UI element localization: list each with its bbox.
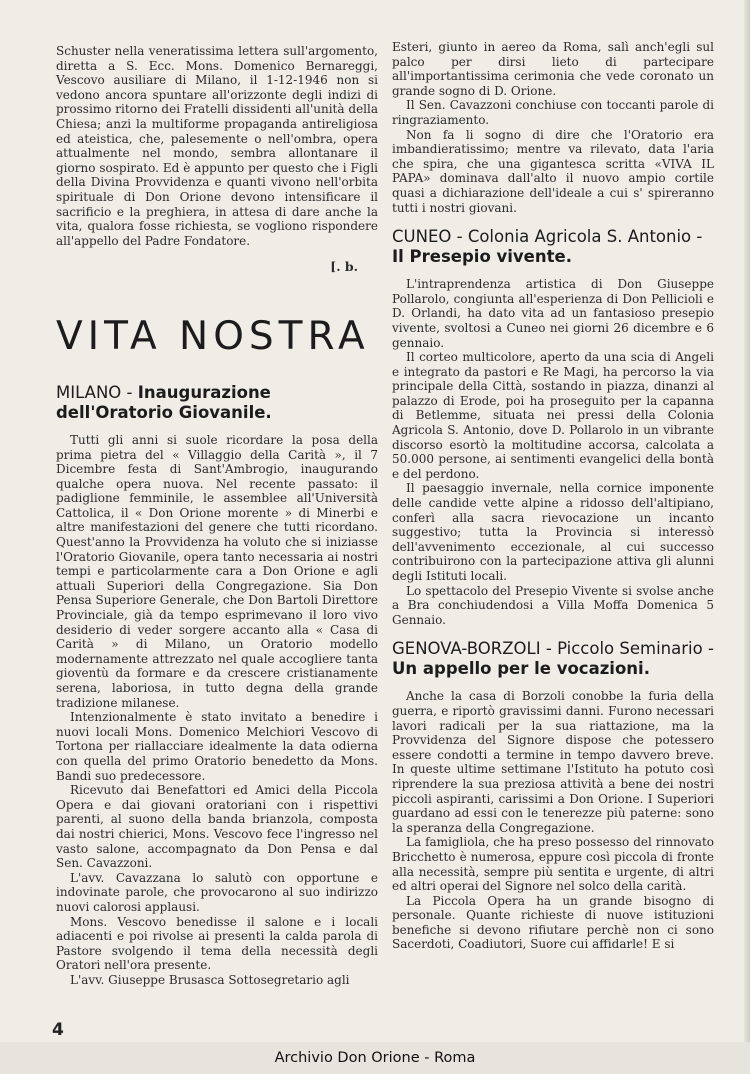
milano-title: Inaugurazione dell'Oratorio Giovanile. [56, 382, 272, 422]
cuneo-paragraph: Lo spettacolo del Presepio Vivente si svolse anche a Bra conchiudendosi a Villa Moffa Domenica 5 Gennaio. [392, 583, 714, 627]
archive-footer [0, 1042, 750, 1074]
cuneo-subtitle: Colonia Agricola S. Antonio - [467, 227, 703, 247]
milano-continued-paragraph: Non fa li sogno di dire che l'Oratorio era imbandieratissimo; mentre va rilevato, data l'aria che spira, che una gigantesca scritta «VIVA IL PAPA» dominava dall'alto il nuovo ampio cortile quasi a dichiarazione dell'ideale a cui s' spireranno tutti i nostri giovani. [392, 127, 714, 215]
milano-continued-paragraph: Il Sen. Cavazzoni conchiuse con toccanti parole di ringraziamento. [392, 98, 714, 127]
milano-place: MILANO - [56, 382, 133, 402]
section-title: VITA NOSTRA [56, 313, 370, 359]
genova-headline [392, 639, 714, 679]
cuneo-paragraph: Il corteo multicolore, aperto da una scia di Angeli e integrato da pastori e Re Magi, ha percorso la via principale della Città, sostando in piazza, dinanzi al palazzo di Erode, poi ha proseguito per la capanna di Betlemme, situata nei pressi della Colonia Agricola S. Antonio, dove D. Pollarolo in un vibrante discorso esortò la moltitudine accorsa, calcolata a 50.000 persone, ai sentimenti evangelici della bontà e del perdono. [392, 350, 714, 481]
genova-paragraph: Anche la casa di Borzoli conobbe la furia della guerra, e riportò gravissimi danni. Furono necessari lavori radicali per la sua riattazione, ma la Provvidenza del Signore dispose che potessero essere condotti a termine in tempo davvero breve. In queste ultime settimane l'Istituto ha potuto così riprendere la sua preziosa attività a bene dei nostri piccoli aspiranti, carissimi a Don Orione. I Superiori guardano ad essi con le tenerezze più paterne: sono la speranza della Congregazione. [392, 689, 714, 835]
milano-continued-paragraph: Esteri, giunto in aereo da Roma, salì anch'egli sul palco per dirsi lieto di partecipare all'importantissima cerimonia che vede coronato un grande sogno di D. Orione. [392, 40, 714, 98]
archive-label: Archivio Don Orione - Roma [274, 1050, 476, 1066]
left-column [56, 44, 378, 987]
page-number: 4 [52, 1020, 64, 1040]
genova-paragraph: La Piccola Opera ha un grande bisogno di personale. Quante richieste di nuove istituzioni benefiche si devono rifiutare perchè non ci sono Sacerdoti, Coadiutori, Suore cui affidarle! E si [392, 893, 714, 952]
cuneo-headline [392, 227, 714, 267]
page-edge [744, 0, 750, 1074]
genova-paragraph: La famigliola, che ha preso possesso del rinnovato Bricchetto è numerosa, eppure così piccola di fronte alla necessità, sempre più sentita e urgente, di altri ed altri operai del Signore nel solco della carità. [392, 835, 714, 894]
cuneo-title: Il Presepio vivente. [392, 247, 572, 267]
cuneo-paragraph: L'intraprendenza artistica di Don Giuseppe Pollarolo, congiunta all'esperienza di Don Pellicioli e D. Orlandi, ha dato vita ad un fantasioso presepio vivente, svoltosi a Cuneo nei giorni 26 dicembre e 6 gennaio. [392, 277, 714, 350]
genova-title: Un appello per le vocazioni. [392, 659, 650, 679]
milano-paragraph: Intenzionalmente è stato invitato a benedire i nuovi locali Mons. Domenico Melchiori Vescovo di Tortona per riallacciare idealmente la data odierna con quella del primo Oratorio benedetto da Mons. Bandi suo predecessore. [56, 710, 378, 783]
milano-paragraph: Tutti gli anni si suole ricordare la posa della prima pietra del « Villaggio della Carità », il 7 Dicembre festa di Sant'Ambrogio, inaugurando qualche opera nuova. Nel recente passato: il padiglione femminile, le assemblee all'Università Cattolica, il « Don Orione morente » di Minerbi e altre manifestazioni del genere che tutti ricordano. Quest'anno la Provvidenza ha voluto che si iniziasse l'Oratorio Giovanile, opera tanto necessaria ai nostri tempi e particolarmente cara a Don Orione e agli attuali Superiori della Congregazione. Sia Don Pensa Superiore Generale, che Don Bartoli Direttore Provinciale, già da tempo esprimevano il loro vivo desiderio di veder sorgere accanto alla « Casa di Carità » di Milano, un Oratorio modello modernamente attrezzato nel quale accogliere tanta gioventù da formare e da crescere cristianamente serena, laboriosa, in tutto degna della grande tradizione milanese. [56, 432, 378, 710]
continuation-paragraph: Schuster nella veneratissima lettera sull'argomento, diretta a S. Ecc. Mons. Domenico Bernareggi, Vescovo ausiliare di Milano, il 1-12-1946 non si vedono ancora spuntare all'orizzonte degli indizi di prossimo ritorno dei Fratelli dissidenti all'unità della Chiesa; anzi la multiforme propaganda antireligiosa ed ateistica, che, palesemente o nell'ombra, opera attualmente nel mondo, sembra allontanare il giorno sospirato. Ed è appunto per questo che i Figli della Divina Provvidenza e quanti vivono nell'orbita spirituale di Don Orione devono intensificare il sacrificio e la preghiera, in attesa di dare anche la vita, qualora fosse richiesta, se vogliono rispondere all'appello del Padre Fondatore. [56, 44, 378, 248]
genova-subtitle: Piccolo Seminario - [557, 639, 714, 659]
right-column [392, 40, 714, 952]
cuneo-place: CUNEO - [392, 227, 463, 247]
author-signature: [. b. [330, 259, 358, 275]
milano-paragraph: L'avv. Cavazzana lo salutò con opportune e indovinate parole, che provocarono al suo indirizzo nuovi calorosi applausi. [56, 870, 378, 914]
milano-headline [56, 383, 378, 423]
milano-paragraph: Ricevuto dai Benefattori ed Amici della Piccola Opera e dai giovani oratoriani con i rispettivi parenti, al suono della banda brianzola, composta dai nostri chierici, Mons. Vescovo fece l'ingresso nel vasto salone, accompagnato da Don Pensa e dal Sen. Cavazzoni. [56, 783, 378, 871]
milano-paragraph: Mons. Vescovo benedisse il salone e i locali adiacenti e poi rivolse ai presenti la calda parola di Pastore svolgendo il tema della necessità degli Oratori nell'ora presente. [56, 914, 378, 973]
genova-place: GENOVA-BORZOLI - [392, 639, 552, 659]
cuneo-paragraph: Il paesaggio invernale, nella cornice imponente delle candide vette alpine a ridosso dell'altipiano, conferì alla sacra rievocazione un incanto suggestivo; tutta la Provincia si interessò dell'avvenimento eccezionale, al cui successo contribuirono con la partecipazione attiva gli alunni degli Istituti locali. [392, 481, 714, 583]
milano-paragraph: L'avv. Giuseppe Brusasca Sottosegretario agli [70, 972, 350, 987]
